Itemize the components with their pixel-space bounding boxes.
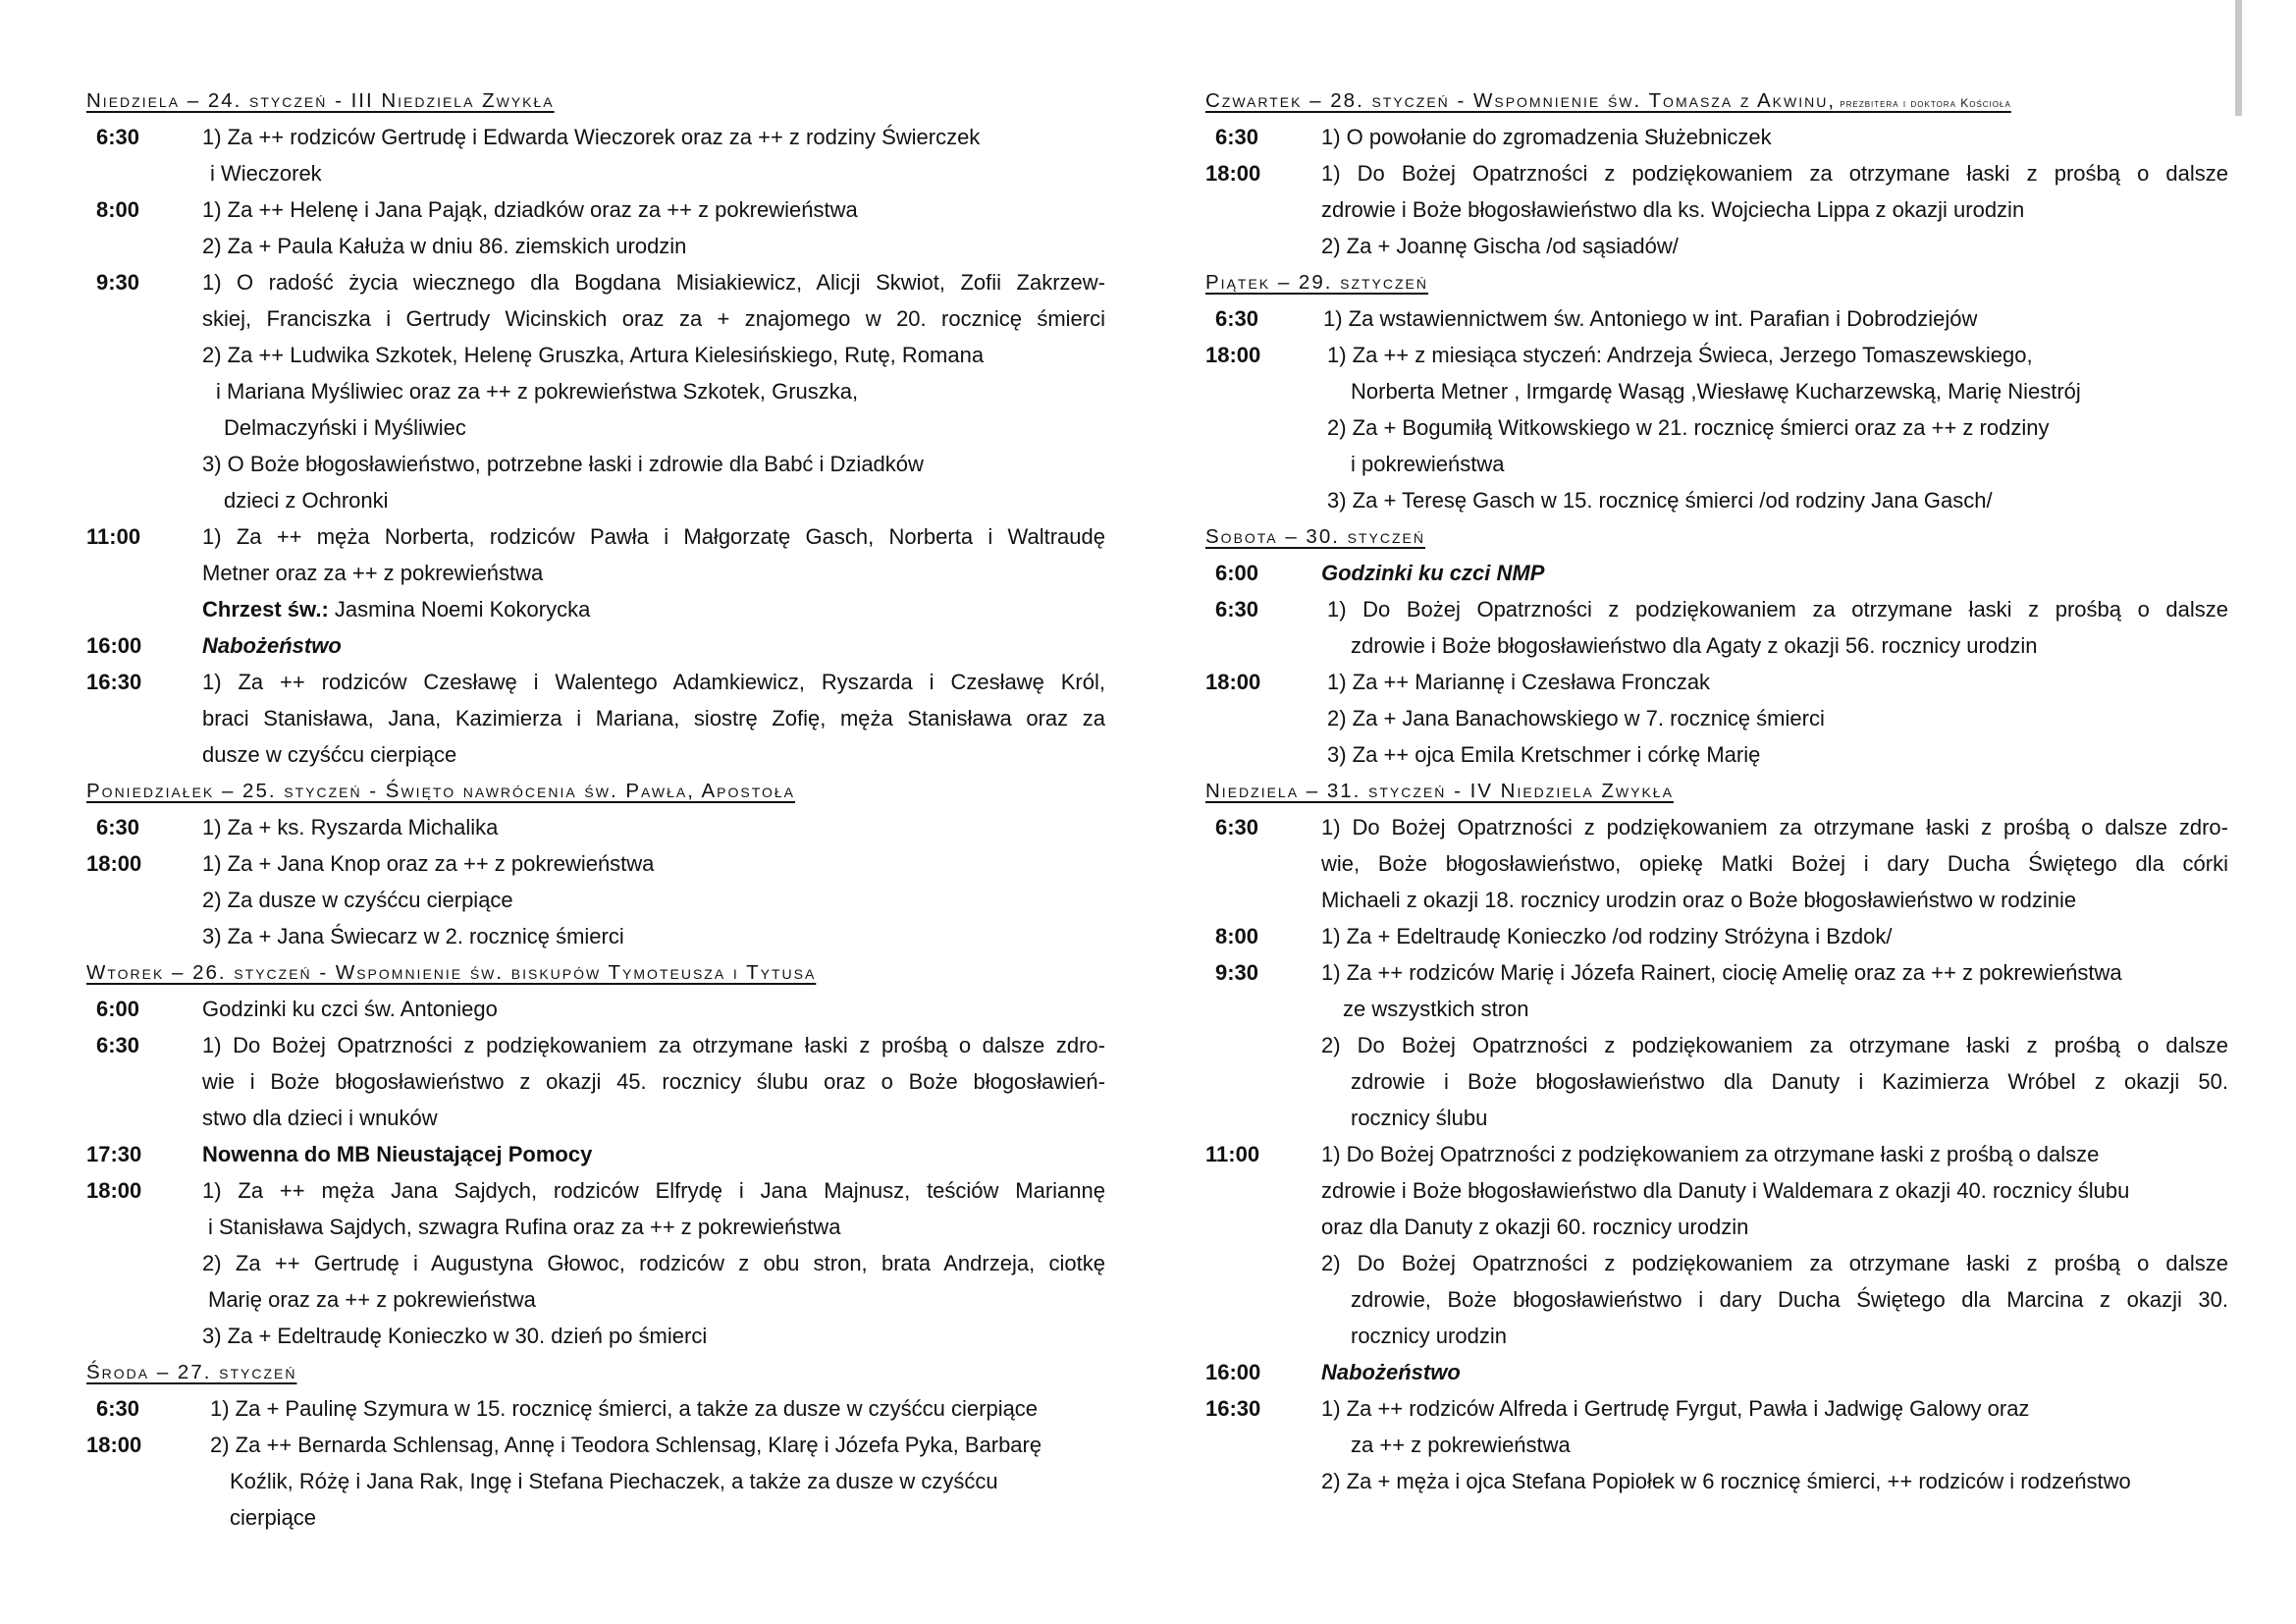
day-heading [86, 1354, 1105, 1390]
intention-text: 1) Do Bożej Opatrzności z podziękowaniem za otrzymane łaski z prośbą o dalsze [1327, 597, 2228, 622]
mass-entry [1205, 1390, 2228, 1499]
intention-text: Godzinki ku czci NMP [1321, 561, 1545, 585]
intention-text: 2) Za + Paula Kałuża w dniu 86. ziemskich urodzin [202, 234, 687, 258]
intention-text: 1) Za ++ Helenę i Jana Pająk, dziadków oraz za ++ z pokrewieństwa [202, 197, 858, 222]
mass-intentions [202, 627, 1105, 664]
intention-text: 1) Za ++ męża Jana Sajdych, rodziców Elfrydę i Jana Majnusz, teściów Mariannę [202, 1178, 1105, 1203]
intention-line [1321, 1463, 2228, 1499]
mass-entry [86, 809, 1105, 845]
intention-line [202, 1100, 1105, 1136]
intention-line [202, 228, 1105, 264]
intention-line [202, 1027, 1105, 1063]
intention-line [202, 1427, 1105, 1463]
intention-text: 3) Za ++ ojca Emila Kretschmer i córkę Marię [1327, 742, 1761, 767]
intention-line [202, 1245, 1105, 1281]
intention-text: Delmaczyński i Myśliwiec [224, 415, 466, 440]
mass-entry [1205, 1136, 2228, 1354]
mass-time: 6:30 [96, 1033, 140, 1057]
intention-line [202, 664, 1105, 700]
intention-text: 1) Za ++ z miesiąca styczeń: Andrzeja Świeca, Jerzego Tomaszewskiego, [1327, 343, 2033, 367]
mass-intentions [1321, 954, 2228, 1136]
mass-intentions [1321, 119, 2228, 155]
mass-time: 6:30 [96, 815, 140, 839]
intention-text: za ++ z pokrewieństwa [1351, 1433, 1571, 1457]
intention-text: Jasmina Noemi Kokorycka [328, 597, 591, 622]
intention-text: Koźlik, Różę i Jana Rak, Ingę i Stefana Piechaczek, a także za dusze w czyśćcu [230, 1469, 998, 1493]
mass-intentions [202, 1136, 1105, 1172]
intention-text: wie i Boże błogosławieństwo z okazji 45. rocznicy ślubu oraz o Boże błogosławień- [202, 1069, 1105, 1094]
intention-text: zdrowie i Boże błogosławieństwo dla Danuty i Kazimierza Wróbel z okazji 50. [1351, 1069, 2228, 1094]
intention-line [1321, 1136, 2228, 1172]
mass-entry [1205, 809, 2228, 918]
intention-text: 1) Za + Jana Knop oraz za ++ z pokrewieństwa [202, 851, 655, 876]
day-heading [1205, 773, 2228, 809]
intention-text: i Stanisława Sajdych, szwagra Rufina oraz za ++ z pokrewieństwa [208, 1215, 841, 1239]
intention-line [202, 1281, 1105, 1318]
intention-line [202, 373, 1105, 409]
intention-text: 1) Do Bożej Opatrzności z podziękowaniem za otrzymane łaski z prośbą o dalsze zdro- [1321, 815, 2228, 839]
mass-intentions [1321, 1390, 2228, 1499]
intention-line [202, 627, 1105, 664]
intention-line [202, 1136, 1105, 1172]
intention-line [1321, 1100, 2228, 1136]
intention-text: Godzinki ku czci św. Antoniego [202, 997, 498, 1021]
intention-line [202, 1499, 1105, 1536]
intention-line [1321, 736, 2228, 773]
intention-line [1321, 845, 2228, 882]
intention-line [1321, 954, 2228, 991]
intention-line [1321, 664, 2228, 700]
intention-line [1321, 1027, 2228, 1063]
intention-line [1321, 591, 2228, 627]
intention-text: dzieci z Ochronki [224, 488, 389, 513]
intention-text: 2) Za + Joannę Gischa /od sąsiadów/ [1321, 234, 1679, 258]
intention-text: 1) Za ++ męża Norberta, rodziców Pawła i Małgorzatę Gasch, Norberta i Waltraudę [202, 524, 1105, 549]
intention-line [1321, 1354, 2228, 1390]
intention-line [202, 918, 1105, 954]
intention-text: rocznicy urodzin [1351, 1324, 1507, 1348]
intention-line [202, 882, 1105, 918]
mass-entry [1205, 1354, 2228, 1390]
intention-text: Metner oraz za ++ z pokrewieństwa [202, 561, 544, 585]
mass-time: 18:00 [1205, 161, 1261, 186]
intention-text: 2) Do Bożej Opatrzności z podziękowaniem za otrzymane łaski z prośbą o dalsze [1321, 1033, 2228, 1057]
intention-text: 2) Za ++ Gertrudę i Augustyna Głowoc, rodziców z obu stron, brata Andrzeja, ciotkę [202, 1251, 1105, 1275]
mass-time: 16:00 [86, 633, 142, 658]
intention-text: 1) Za wstawiennictwem św. Antoniego w int. Parafian i Dobrodziejów [1323, 306, 1978, 331]
mass-intentions [202, 191, 1105, 264]
mass-entry [86, 627, 1105, 664]
mass-time: 18:00 [86, 1433, 142, 1457]
intention-text: 3) O Boże błogosławieństwo, potrzebne łaski i zdrowie dla Babć i Dziadków [202, 452, 924, 476]
mass-intentions [1321, 1354, 2228, 1390]
day-heading [86, 82, 1105, 119]
intention-line [202, 409, 1105, 446]
intention-text: rocznicy ślubu [1351, 1106, 1488, 1130]
intention-text: 1) O powołanie do zgromadzenia Służebniczek [1321, 125, 1772, 149]
intention-line [1321, 1209, 2228, 1245]
intention-line [1321, 1318, 2228, 1354]
intention-text: 2) Za + Jana Banachowskiego w 7. rocznicę śmierci [1327, 706, 1825, 731]
intention-line [202, 809, 1105, 845]
mass-entry [86, 518, 1105, 627]
mass-intentions [202, 991, 1105, 1027]
intention-text: dusze w czyśćcu cierpiące [202, 742, 457, 767]
intention-text: 1) Za ++ rodziców Gertrudę i Edwarda Wieczorek oraz za ++ z rodziny Świerczek [202, 125, 981, 149]
mass-time: 6:30 [1215, 306, 1259, 331]
intention-line [202, 518, 1105, 555]
intention-text: 2) Do Bożej Opatrzności z podziękowaniem za otrzymane łaski z prośbą o dalsze [1321, 1251, 2228, 1275]
mass-intentions [202, 845, 1105, 954]
intention-text: Nabożeństwo [1321, 1360, 1461, 1384]
mass-intentions [1321, 591, 2228, 664]
intention-line [202, 1063, 1105, 1100]
mass-intentions [202, 518, 1105, 627]
intention-text: 1) Do Bożej Opatrzności z podziękowaniem za otrzymane łaski z prośbą o dalsze [1321, 1142, 2100, 1166]
intention-text: skiej, Franciszka i Gertrudy Wicinskich oraz za + znajomego w 20. rocznicę śmierci [202, 306, 1105, 331]
day-heading [86, 773, 1105, 809]
mass-entry [1205, 918, 2228, 954]
mass-intentions [202, 1172, 1105, 1354]
intention-line [1321, 119, 2228, 155]
intention-text: braci Stanisława, Jana, Kazimierza i Mariana, siostrę Zofię, męża Stanisława oraz za [202, 706, 1105, 731]
mass-intentions [202, 1027, 1105, 1136]
intention-line [1321, 1245, 2228, 1281]
day-heading [1205, 518, 2228, 555]
mass-intentions [1321, 555, 2228, 591]
mass-intentions [1321, 1136, 2228, 1354]
mass-time: 11:00 [86, 524, 141, 549]
intention-text: 2) Za + męża i ojca Stefana Popiołek w 6 rocznicę śmierci, ++ rodziców i rodzeństwo [1321, 1469, 2131, 1493]
intention-text: 2) Za ++ Ludwika Szkotek, Helenę Gruszka, Artura Kielesińskiego, Rutę, Romana [202, 343, 985, 367]
intention-line [1321, 882, 2228, 918]
intention-text: 3) Za + Jana Świecarz w 2. rocznicę śmierci [202, 924, 624, 948]
intention-line [1321, 1390, 2228, 1427]
intention-line [1321, 1063, 2228, 1100]
intention-text: 1) Za + Edeltraudę Konieczko /od rodziny Stróżyna i Bzdok/ [1321, 924, 1893, 948]
mass-entry [1205, 664, 2228, 773]
intention-line [202, 300, 1105, 337]
mass-time: 17:30 [86, 1142, 142, 1166]
intention-line [202, 191, 1105, 228]
intention-line [202, 1463, 1105, 1499]
intention-text: 2) Za ++ Bernarda Schlensag, Annę i Teodora Schlensag, Klarę i Józefa Pyka, Barbarę [210, 1433, 1042, 1457]
intention-line [1321, 1172, 2228, 1209]
mass-time: 18:00 [1205, 343, 1261, 367]
intention-text: 1) Za + ks. Ryszarda Michalika [202, 815, 499, 839]
mass-entry [86, 119, 1105, 191]
intention-line [1321, 700, 2228, 736]
intention-line [1321, 555, 2228, 591]
intention-line [1321, 373, 2228, 409]
mass-intentions [202, 1390, 1105, 1427]
mass-time: 11:00 [1205, 1142, 1260, 1166]
day-heading-text: Wtorek – 26. styczeń - Wspomnienie św. biskupów Tymoteusza i Tytusa [86, 961, 817, 984]
mass-entry [1205, 954, 2228, 1136]
intention-text: oraz dla Danuty z okazji 60. rocznicy urodzin [1321, 1215, 1749, 1239]
mass-entry [1205, 119, 2228, 155]
mass-entry [86, 991, 1105, 1027]
day-heading-text: Czwartek – 28. styczeń - Wspomnienie św. Tomasza z Akwinu, [1205, 89, 1837, 112]
mass-entry [86, 1136, 1105, 1172]
intention-text: 1) Za ++ rodziców Marię i Józefa Rainert, ciocię Amelię oraz za ++ z pokrewieństwa [1321, 960, 2122, 985]
mass-time: 18:00 [86, 1178, 142, 1203]
day-heading [1205, 264, 2228, 300]
intention-line [1321, 809, 2228, 845]
intention-line [1321, 155, 2228, 191]
intention-text: 2) Za dusze w czyśćcu cierpiące [202, 888, 513, 912]
intention-line [202, 700, 1105, 736]
intention-text: i Mariana Myśliwiec oraz za ++ z pokrewieństwa Szkotek, Gruszka, [216, 379, 859, 404]
intention-line [202, 1390, 1105, 1427]
mass-time: 8:00 [1215, 924, 1259, 948]
intention-text: Norberta Metner , Irmgardę Wasąg ,Wiesławę Kucharzewską, Marię Niestrój [1351, 379, 2081, 404]
intention-line [202, 845, 1105, 882]
intention-line [1321, 300, 2228, 337]
mass-intentions [202, 119, 1105, 191]
intention-text: Marię oraz za ++ z pokrewieństwa [208, 1287, 536, 1312]
mass-time: 6:30 [96, 125, 140, 149]
mass-entry [86, 664, 1105, 773]
mass-time: 8:00 [96, 197, 140, 222]
intention-text: i Wieczorek [210, 161, 322, 186]
mass-intentions [202, 264, 1105, 518]
intention-line [202, 264, 1105, 300]
day-heading-text: Niedziela – 24. styczeń - III Niedziela Zwykła [86, 89, 555, 112]
intention-text: zdrowie i Boże błogosławieństwo dla ks. Wojciecha Lippa z okazji urodzin [1321, 197, 2025, 222]
intention-text: zdrowie, Boże błogosławieństwo i dary Ducha Świętego dla Marcina z okazji 30. [1351, 1287, 2228, 1312]
mass-entry [1205, 300, 2228, 337]
mass-intentions [202, 664, 1105, 773]
intention-line [1321, 627, 2228, 664]
intention-line [1321, 991, 2228, 1027]
intention-text: Michaeli z okazji 18. rocznicy urodzin oraz o Boże błogosławieństwo w rodzinie [1321, 888, 2077, 912]
intention-line [202, 119, 1105, 155]
intention-text: Nabożeństwo [202, 633, 342, 658]
intention-text: 1) Za + Paulinę Szymura w 15. rocznicę śmierci, a także za dusze w czyśćcu cierpiące [210, 1396, 1039, 1421]
intention-line [1321, 482, 2228, 518]
mass-intentions [1321, 918, 2228, 954]
intention-text: 1) Za ++ Mariannę i Czesława Fronczak [1327, 670, 1711, 694]
mass-entry [86, 1390, 1105, 1427]
mass-time: 6:30 [96, 1396, 140, 1421]
intention-line [202, 736, 1105, 773]
mass-intentions [1321, 809, 2228, 918]
intention-line [202, 555, 1105, 591]
intention-text: zdrowie i Boże błogosławieństwo dla Agaty z okazji 56. rocznicy urodzin [1351, 633, 2038, 658]
intention-line [1321, 228, 2228, 264]
mass-entry [86, 264, 1105, 518]
intention-line [202, 1209, 1105, 1245]
intention-line [202, 991, 1105, 1027]
left-column [86, 82, 1105, 1536]
day-heading [1205, 82, 2228, 119]
day-heading-text: Sobota – 30. styczeń [1205, 525, 1425, 548]
mass-intentions [1321, 300, 2228, 337]
intention-text: cierpiące [230, 1505, 317, 1530]
mass-intentions [1321, 337, 2228, 518]
baptism-label: Chrzest św.: [202, 597, 329, 622]
intention-text: 1) O radość życia wiecznego dla Bogdana Misiakiewicz, Alicji Skwiot, Zofii Zakrzew- [202, 270, 1105, 295]
intention-line [202, 337, 1105, 373]
mass-intentions [202, 1427, 1105, 1536]
intention-line [1321, 1281, 2228, 1318]
intention-line [202, 482, 1105, 518]
intention-line [202, 1172, 1105, 1209]
mass-entry [1205, 337, 2228, 518]
intention-text: zdrowie i Boże błogosławieństwo dla Danuty i Waldemara z okazji 40. rocznicy ślubu [1321, 1178, 2130, 1203]
mass-entry [86, 191, 1105, 264]
mass-entry [86, 1427, 1105, 1536]
intention-text: Nowenna do MB Nieustającej Pomocy [202, 1142, 593, 1166]
intention-line [202, 591, 1105, 627]
mass-entry [1205, 555, 2228, 591]
day-heading-text: Środa – 27. styczeń [86, 1361, 297, 1383]
mass-time: 6:30 [1215, 597, 1259, 622]
intention-text: 3) Za + Edeltraudę Konieczko w 30. dzień po śmierci [202, 1324, 708, 1348]
mass-time: 6:30 [1215, 815, 1259, 839]
mass-intentions [202, 809, 1105, 845]
intention-text: stwo dla dzieci i wnuków [202, 1106, 438, 1130]
intention-text: i pokrewieństwa [1351, 452, 1505, 476]
day-heading-text: Niedziela – 31. styczeń - IV Niedziela Zwykła [1205, 780, 1674, 802]
intention-line [1321, 409, 2228, 446]
day-heading [86, 954, 1105, 991]
intention-text: 3) Za + Teresę Gasch w 15. rocznicę śmierci /od rodziny Jana Gasch/ [1327, 488, 1993, 513]
mass-entry [1205, 591, 2228, 664]
intention-line [1321, 1427, 2228, 1463]
mass-time: 9:30 [1215, 960, 1259, 985]
intention-line [1321, 918, 2228, 954]
day-heading-subtitle: prezbitera i doktora Kościoła [1836, 96, 2011, 110]
mass-time: 9:30 [96, 270, 140, 295]
intention-text: 1) Za ++ rodziców Czesławę i Walentego Adamkiewicz, Ryszarda i Czesławę Król, [202, 670, 1105, 694]
mass-time: 6:00 [1215, 561, 1259, 585]
day-heading-text: Piątek – 29. sztyczeń [1205, 271, 1429, 294]
mass-intentions [1321, 664, 2228, 773]
mass-entry [86, 1027, 1105, 1136]
mass-time: 18:00 [86, 851, 142, 876]
mass-time: 18:00 [1205, 670, 1261, 694]
intention-line [1321, 191, 2228, 228]
mass-entry [1205, 155, 2228, 264]
mass-entry [86, 1172, 1105, 1354]
mass-time: 16:30 [1205, 1396, 1261, 1421]
mass-time: 6:00 [96, 997, 140, 1021]
intention-text: 1) Do Bożej Opatrzności z podziękowaniem za otrzymane łaski z prośbą o dalsze zdro- [202, 1033, 1105, 1057]
intention-text: 2) Za + Bogumiłą Witkowskiego w 21. rocznicę śmierci oraz za ++ z rodziny [1327, 415, 2050, 440]
intention-line [202, 446, 1105, 482]
intention-line [1321, 446, 2228, 482]
intention-text: 1) Do Bożej Opatrzności z podziękowaniem za otrzymane łaski z prośbą o dalsze [1321, 161, 2228, 186]
intention-line [202, 155, 1105, 191]
day-heading-text: Poniedziałek – 25. styczeń - Święto nawrócenia św. Pawła, Apostoła [86, 780, 796, 802]
intention-text: wie, Boże błogosławieństwo, opiekę Matki Bożej i dary Ducha Świętego dla córki [1321, 851, 2228, 876]
mass-entry [86, 845, 1105, 954]
intention-text: ze wszystkich stron [1343, 997, 1529, 1021]
mass-time: 16:30 [86, 670, 142, 694]
scrollbar-thumb[interactable] [2235, 0, 2242, 116]
mass-time: 16:00 [1205, 1360, 1261, 1384]
right-column [1205, 82, 2228, 1499]
mass-time: 6:30 [1215, 125, 1259, 149]
intention-text: 1) Za ++ rodziców Alfreda i Gertrudę Fyrgut, Pawła i Jadwigę Galowy oraz [1321, 1396, 2030, 1421]
mass-intentions [1321, 155, 2228, 264]
intention-line [1321, 337, 2228, 373]
intention-line [202, 1318, 1105, 1354]
